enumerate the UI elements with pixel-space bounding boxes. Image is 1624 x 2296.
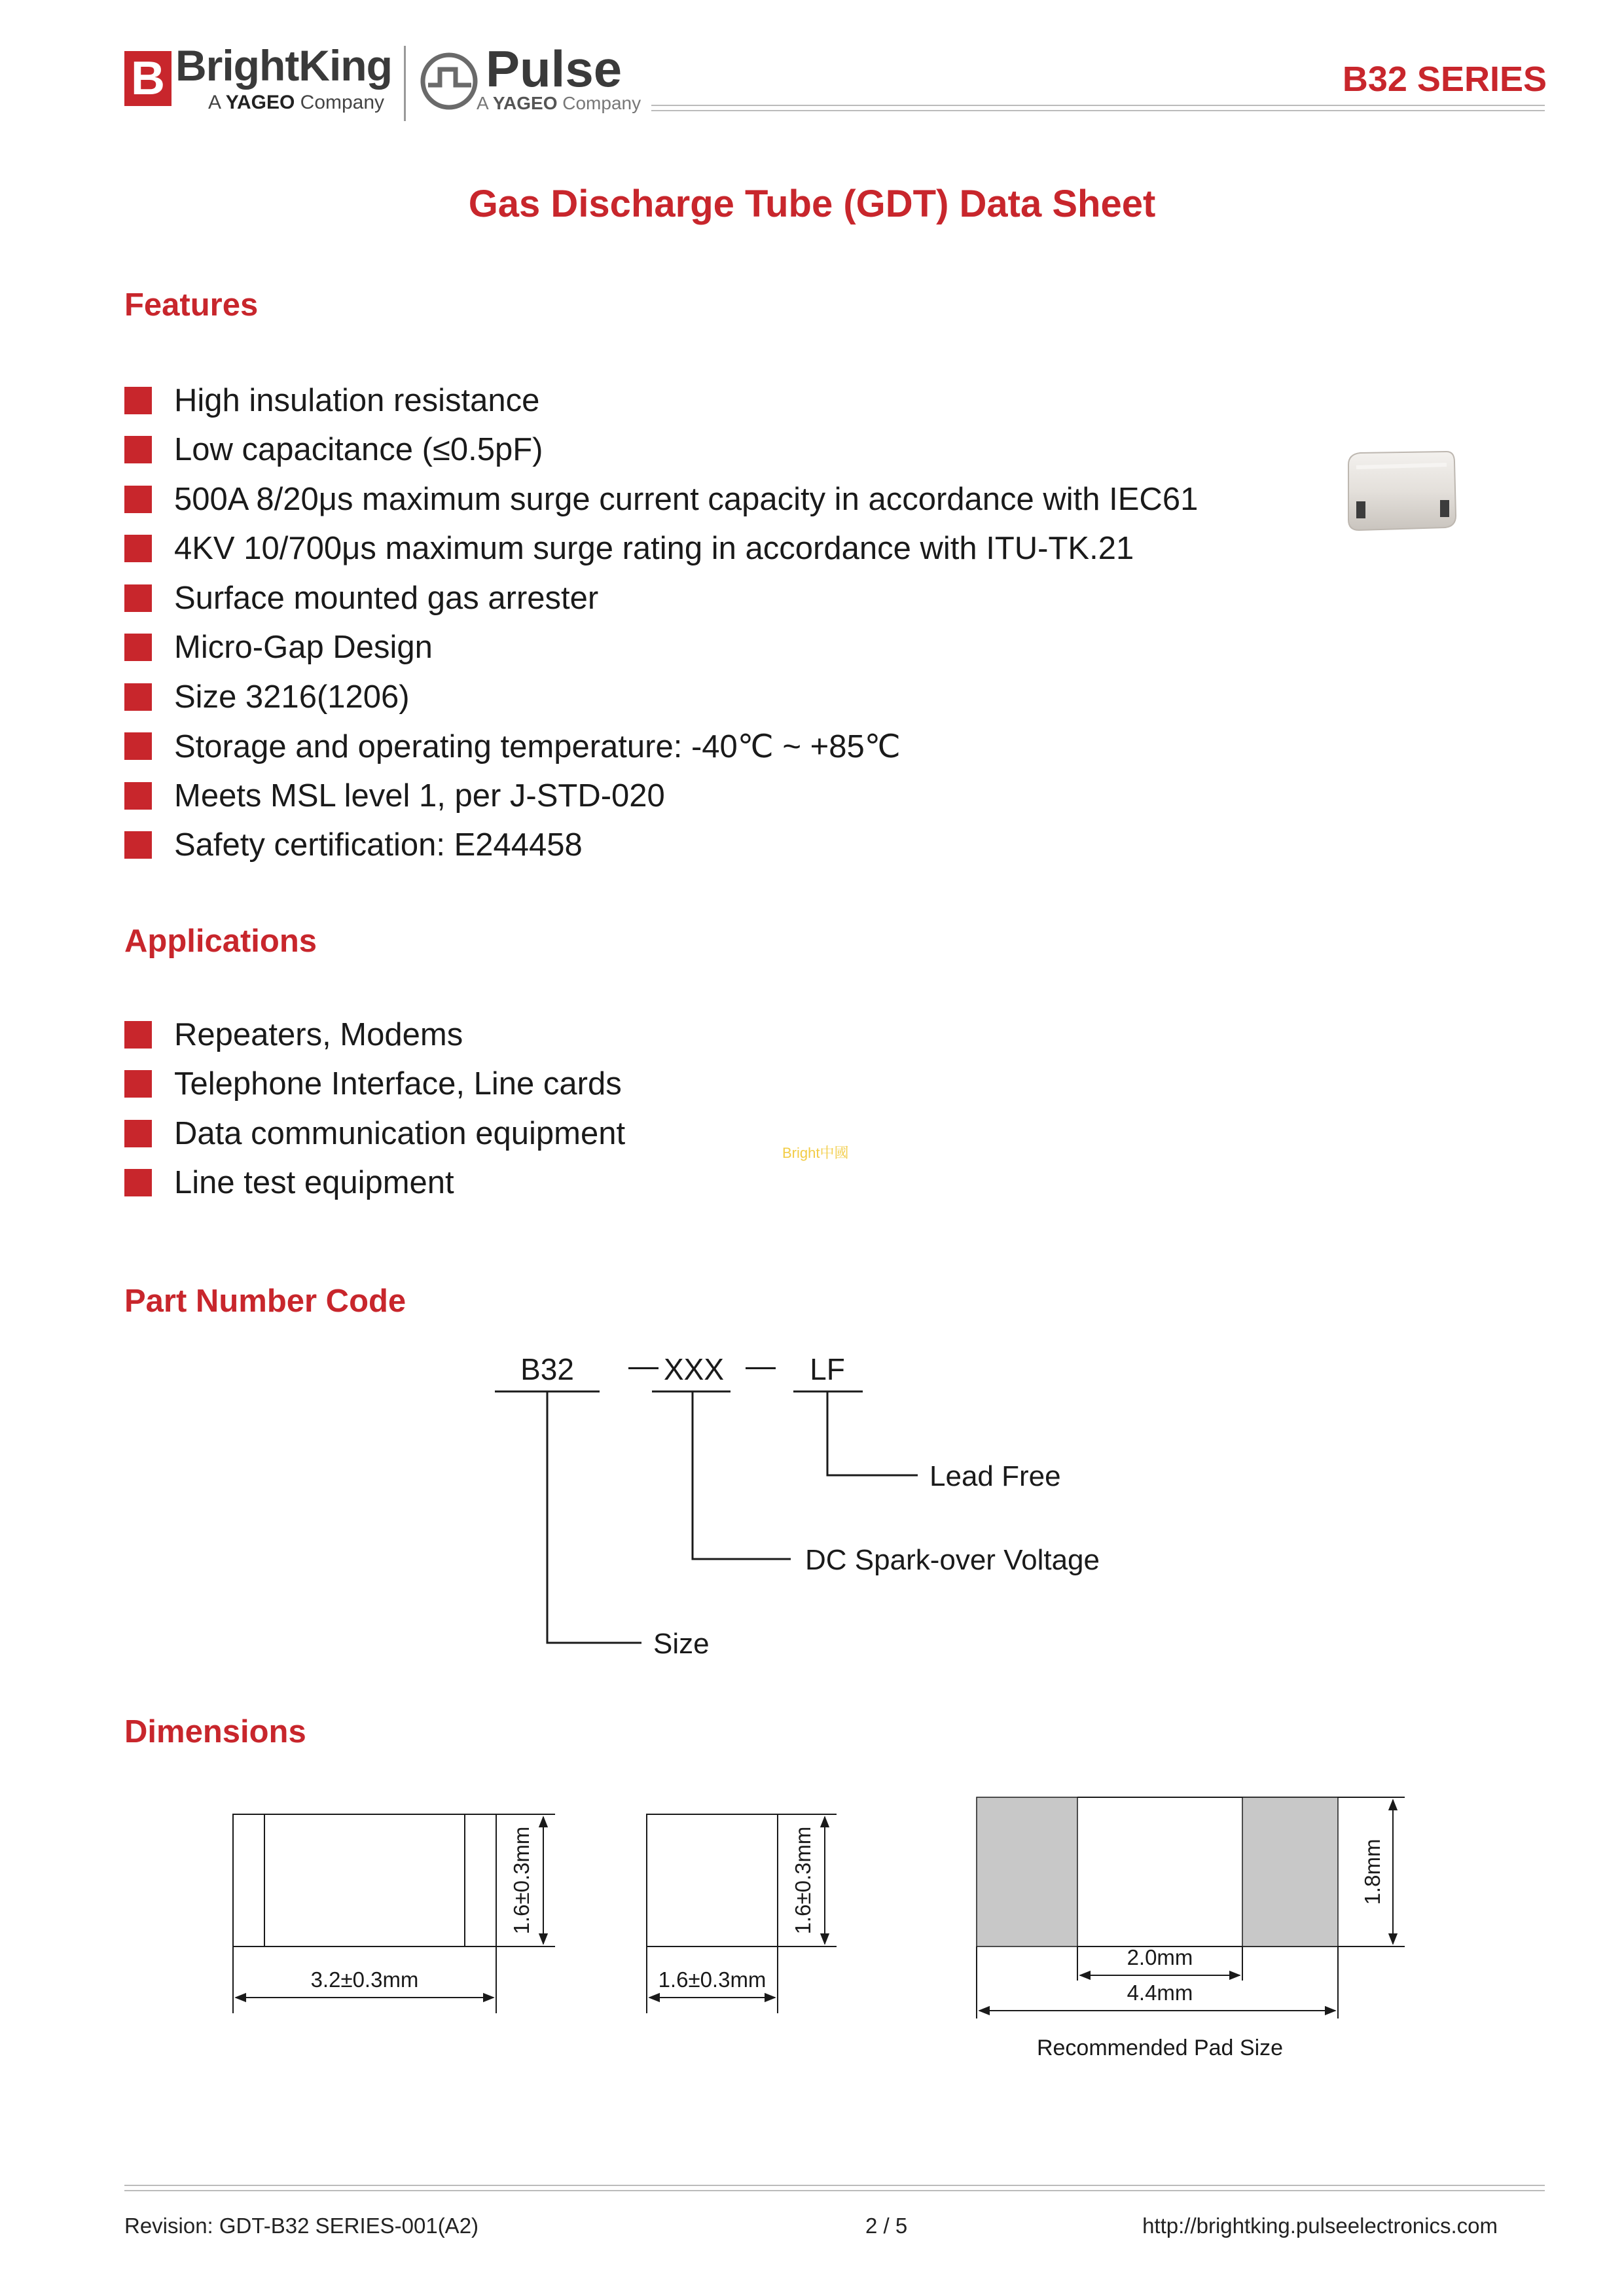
pulse-logo-subtitle: A YAGEO Company bbox=[477, 93, 641, 113]
pulse-logo-name: Pulse bbox=[486, 40, 623, 98]
dim-length-label: 3.2±0.3mm bbox=[310, 1967, 419, 1992]
list-item: Size 3216(1206) bbox=[124, 672, 1198, 722]
brightking-logo-mark: B bbox=[124, 51, 171, 106]
dim-width-label: 1.6±0.3mm bbox=[658, 1967, 767, 1992]
footer-revision: Revision: GDT-B32 SERIES-001(A2) bbox=[124, 2214, 479, 2238]
body-top-view bbox=[233, 1814, 496, 1946]
dimensions-heading: Dimensions bbox=[124, 1714, 306, 1749]
footer-page-number: 2 / 5 bbox=[865, 2214, 908, 2238]
list-item: Low capacitance (≤0.5pF) bbox=[124, 425, 1198, 475]
list-item: Meets MSL level 1, per J-STD-020 bbox=[124, 771, 1198, 821]
pad-right bbox=[1242, 1797, 1338, 1946]
series-title: B32 SERIES bbox=[1342, 60, 1547, 99]
list-item: Safety certification: E244458 bbox=[124, 821, 1198, 870]
list-item: Storage and operating temperature: -40℃ ~ +85℃ bbox=[124, 722, 1198, 772]
pad-caption: Recommended Pad Size bbox=[1036, 2036, 1284, 2060]
pn-label-spark-over: DC Spark-over Voltage bbox=[805, 1544, 1100, 1576]
pn-label-lead-free: Lead Free bbox=[929, 1460, 1061, 1492]
brightking-logo-subtitle: A YAGEO Company bbox=[208, 92, 385, 113]
applications-heading: Applications bbox=[124, 924, 317, 959]
pn-segment-xxx: XXX bbox=[663, 1352, 725, 1386]
dim-pad-gap-label: 2.0mm bbox=[1127, 1945, 1193, 1969]
features-heading: Features bbox=[124, 287, 259, 323]
document-title: Gas Discharge Tube (GDT) Data Sheet bbox=[468, 183, 1156, 225]
footer-url[interactable]: http://brightking.pulseelectronics.com bbox=[1142, 2214, 1498, 2238]
list-item: 500A 8/20μs maximum surge current capacity in accordance with IEC61 bbox=[124, 475, 1198, 524]
list-item: Repeaters, Modems bbox=[124, 1010, 625, 1060]
pn-separator: — bbox=[746, 1348, 776, 1382]
part-number-heading: Part Number Code bbox=[124, 1283, 406, 1319]
dim-height-label: 1.6±0.3mm bbox=[509, 1826, 533, 1935]
brightking-logo-name: BrightKing bbox=[175, 41, 392, 90]
dim-pad-total-label: 4.4mm bbox=[1127, 1981, 1193, 2005]
dim-pad-height-label: 1.8mm bbox=[1360, 1839, 1384, 1905]
footer-rule bbox=[124, 2185, 1545, 2191]
list-item: Line test equipment bbox=[124, 1158, 625, 1208]
list-item: Micro-Gap Design bbox=[124, 623, 1198, 673]
pn-segment-b32: B32 bbox=[520, 1352, 574, 1386]
list-item: High insulation resistance bbox=[124, 376, 1198, 425]
watermark: Bright中國 bbox=[782, 1145, 849, 1161]
list-item: Data communication equipment bbox=[124, 1109, 625, 1158]
pad-left bbox=[977, 1797, 1077, 1946]
pn-separator: — bbox=[628, 1348, 659, 1382]
pn-segment-lf: LF bbox=[810, 1352, 845, 1386]
list-item: Surface mounted gas arrester bbox=[124, 573, 1198, 623]
dim-height2-label: 1.6±0.3mm bbox=[791, 1826, 815, 1935]
list-item: 4KV 10/700μs maximum surge rating in accordance with ITU-TK.21 bbox=[124, 524, 1198, 574]
body-side-view bbox=[647, 1814, 778, 1946]
list-item: Telephone Interface, Line cards bbox=[124, 1060, 625, 1109]
pn-label-size: Size bbox=[653, 1628, 710, 1660]
